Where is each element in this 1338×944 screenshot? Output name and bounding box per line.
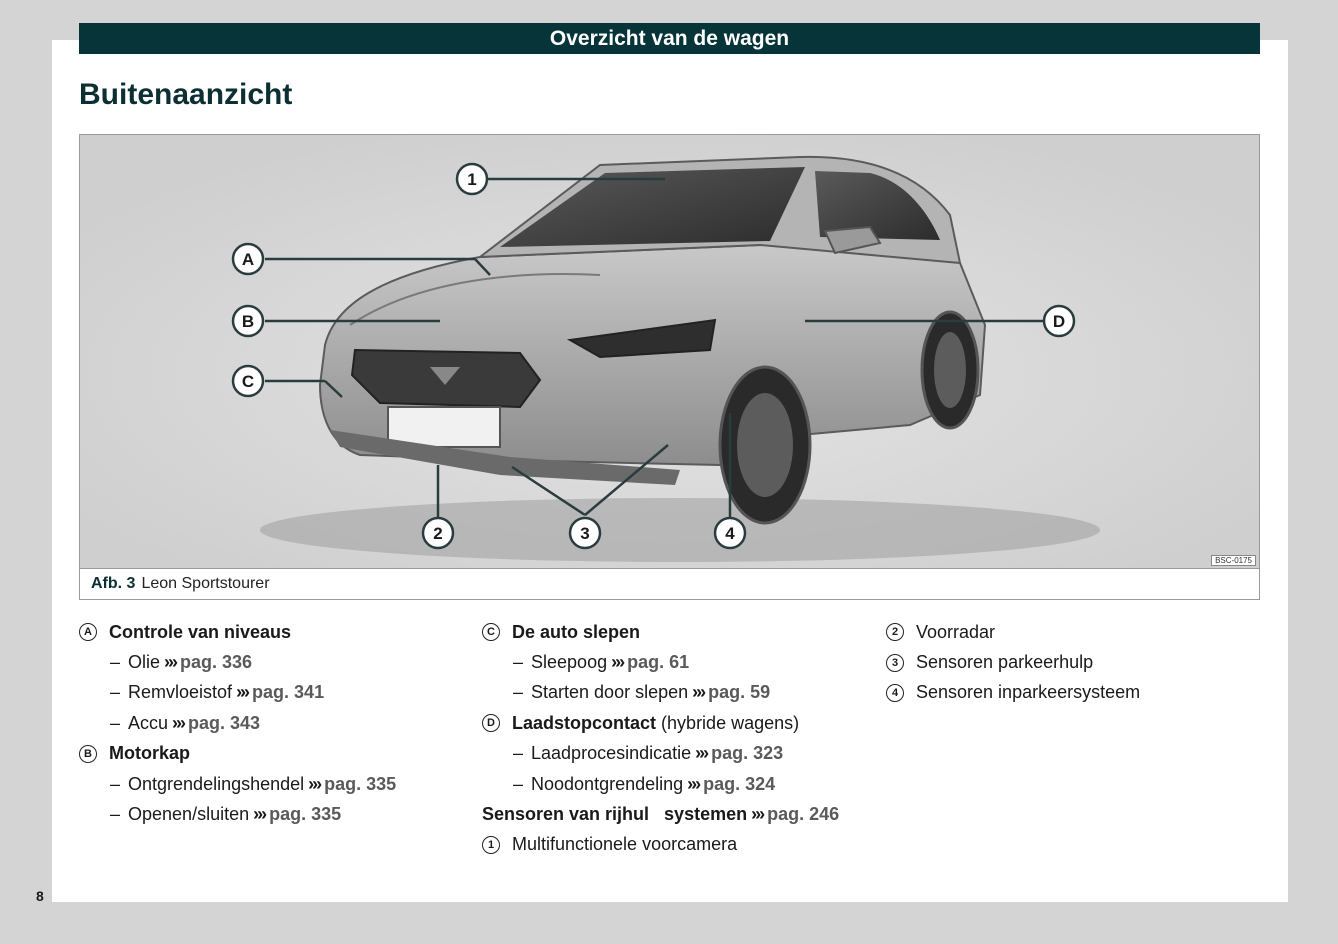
badge-a: A — [79, 623, 97, 641]
svg-text:D: D — [1052, 312, 1066, 331]
sensors-heading — [482, 799, 882, 829]
badge-d: D — [482, 714, 500, 732]
list-item: – Sleepoog ››› pag. 61 — [513, 652, 690, 673]
figure — [79, 134, 1260, 600]
svg-text:A: A — [241, 250, 255, 269]
badge-3: 3 — [886, 654, 904, 672]
legend-item-2: 2 Voorradar — [886, 617, 1266, 647]
figure-caption — [91, 575, 270, 593]
page-ref-link[interactable]: ››› pag. 323 — [695, 743, 784, 764]
section-header-title: Overzicht van de wagen — [549, 26, 790, 50]
heading-d-note: (hybride wagens) — [661, 712, 800, 733]
legend-column-2 — [482, 617, 882, 860]
svg-text:B: B — [241, 312, 255, 331]
callout-3 — [570, 518, 600, 548]
page-ref-link[interactable]: ››› pag. 59 — [692, 682, 771, 703]
page-ref-link[interactable]: ››› pag. 324 — [687, 773, 776, 794]
callout-1 — [457, 164, 487, 194]
list-item: – Ontgrendelingshendel ››› pag. 335 — [110, 773, 397, 794]
page-ref-link[interactable]: ››› pag. 335 — [253, 804, 342, 825]
callout-C — [233, 366, 263, 396]
figure-caption-label: Afb. 3 — [91, 575, 136, 592]
legend-heading-b — [79, 739, 469, 769]
heading-a-text: Controle van niveaus — [109, 621, 292, 642]
callout-A — [233, 244, 263, 274]
page-ref-link[interactable]: ››› pag. 341 — [236, 682, 325, 703]
svg-text:2: 2 — [433, 524, 443, 543]
sensors-heading-text: Sensoren van rijhul systemen — [482, 804, 748, 825]
heading-d-text: Laadstopcontact — [512, 712, 657, 733]
page-ref-link[interactable]: ››› pag. 343 — [172, 712, 261, 733]
callout-2 — [423, 518, 453, 548]
callout-B — [233, 306, 263, 336]
car-illustration — [80, 135, 1259, 569]
page-ref-link[interactable]: ››› pag. 335 — [308, 773, 397, 794]
car-drawing — [80, 135, 1259, 568]
list-item: – Laadprocesindicatie ››› pag. 323 — [513, 743, 784, 764]
page-ref-link[interactable]: ››› pag. 61 — [611, 652, 690, 673]
svg-text:3: 3 — [580, 524, 590, 543]
list-item: – Olie ››› pag. 336 — [110, 652, 253, 673]
legend-heading-a — [79, 617, 469, 647]
badge-2: 2 — [886, 623, 904, 641]
list-item: – Starten door slepen ››› pag. 59 — [513, 682, 771, 703]
legend-column-1 — [79, 617, 469, 830]
figure-caption-text: Leon Sportstourer — [141, 575, 270, 592]
badge-4: 4 — [886, 684, 904, 702]
page-ref-link[interactable]: ››› pag. 336 — [164, 652, 253, 673]
list-item: – Noodontgrendeling ››› pag. 324 — [513, 773, 776, 794]
list-item: – Remvloeistof ››› pag. 341 — [110, 682, 325, 703]
legend-item-3: 3 Sensoren parkeerhulp — [886, 647, 1266, 677]
legend-item-1 — [482, 830, 882, 860]
list-item: – Openen/sluiten ››› pag. 335 — [110, 804, 342, 825]
legend-item-4: 4 Sensoren inparkeersysteem — [886, 678, 1266, 708]
legend-heading-d — [482, 708, 882, 738]
svg-text:4: 4 — [725, 524, 735, 543]
section-header — [79, 23, 1260, 54]
list-item: – Accu ››› pag. 343 — [110, 712, 261, 733]
page-title: Buitenaanzicht — [79, 78, 293, 111]
page-number: 8 — [36, 888, 44, 904]
legend-column-3 — [886, 617, 1266, 708]
figure-code: BSC-0175 — [1211, 555, 1256, 566]
badge-c: C — [482, 623, 500, 641]
legend-heading-c — [482, 617, 882, 647]
item-1-text: Multifunctionele voorcamera — [512, 834, 738, 855]
heading-c-text: De auto slepen — [512, 621, 641, 642]
svg-text:C: C — [241, 372, 255, 391]
badge-b: B — [79, 745, 97, 763]
heading-b-text: Motorkap — [109, 743, 190, 764]
svg-text:1: 1 — [467, 170, 477, 189]
callout-D — [1044, 306, 1074, 336]
callout-4 — [715, 518, 745, 548]
badge-1: 1 — [482, 836, 500, 854]
page-ref-link[interactable]: ››› pag. 246 — [751, 804, 840, 825]
